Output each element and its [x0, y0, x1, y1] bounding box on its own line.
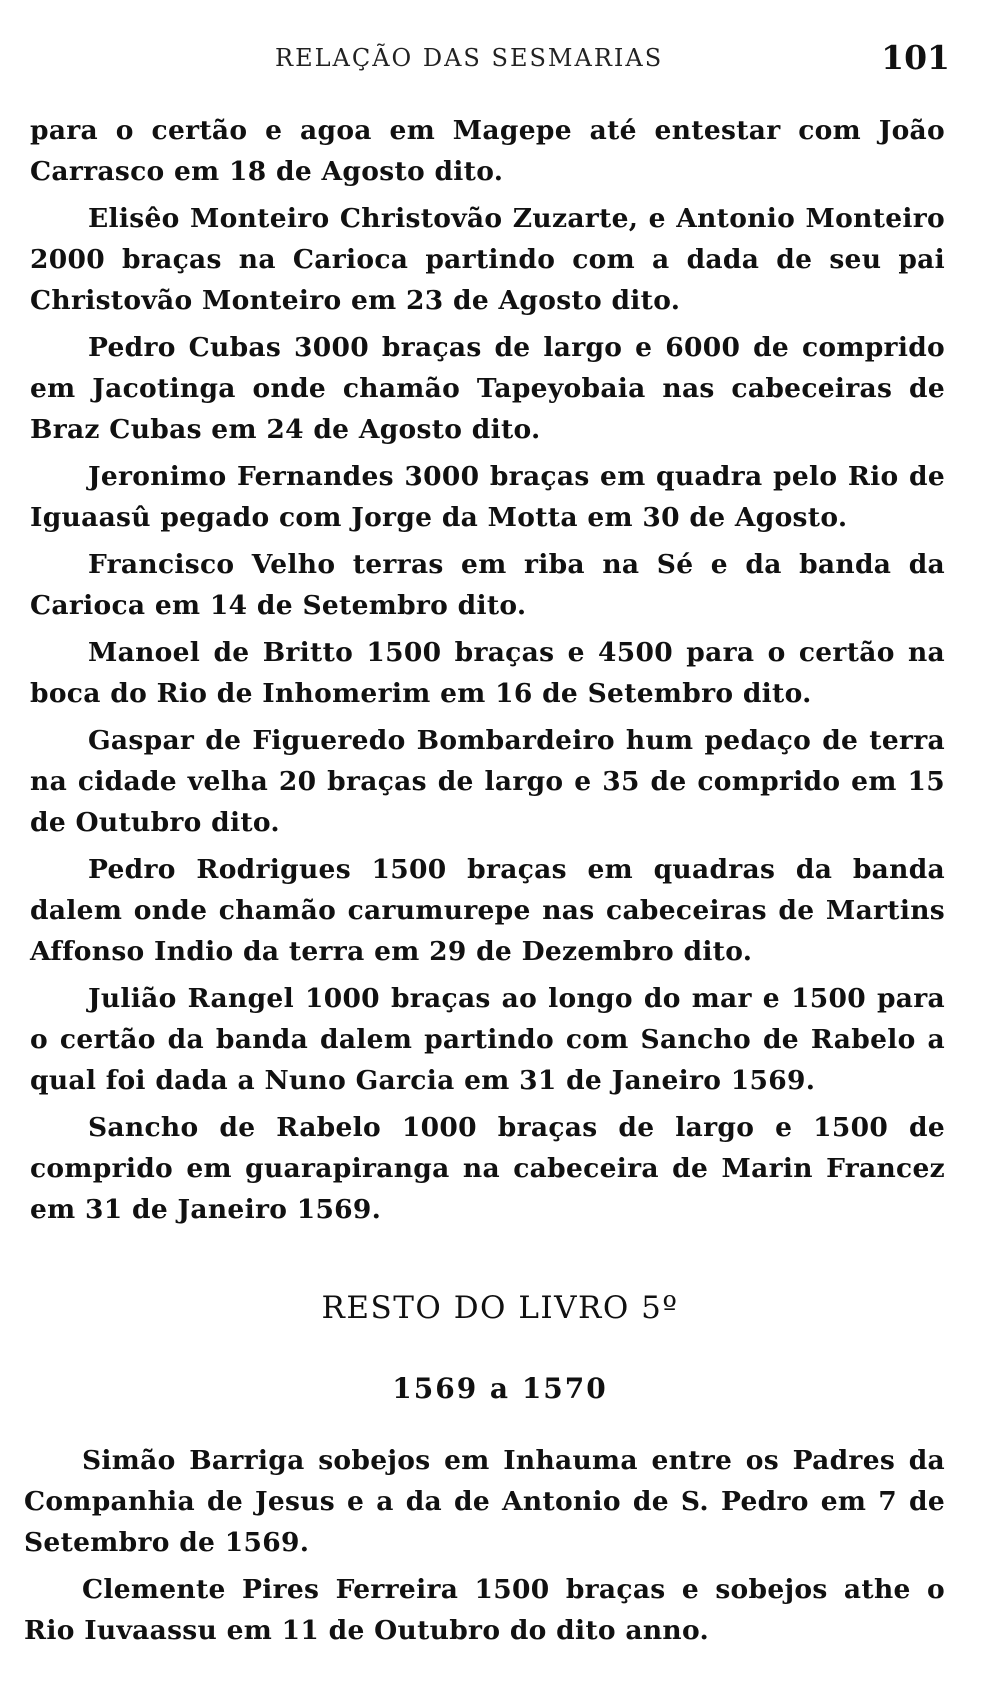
running-title: RELAÇÃO DAS SESMARIAS	[275, 44, 664, 72]
body-text-section	[24, 1440, 945, 1657]
entry-paragraph: Manoel de Britto 1500 braças e 4500 para o certão na boca do Rio de Inhomerim em 16 de Setembro dito.	[30, 637, 945, 709]
running-head	[0, 38, 1000, 78]
body-text	[30, 110, 945, 1236]
entry-paragraph: Simão Barriga sobejos em Inhauma entre os Padres da Companhia de Jesus e a da de Antonio de S. Pedro em 7 de Setembro de 1569.	[24, 1445, 945, 1558]
section-dates: 1569 a 1570	[392, 1372, 608, 1405]
entry-paragraph: Pedro Cubas 3000 braças de largo e 6000 de comprido em Jacotinga onde chamão Tapeyobaia nas cabeceiras de Braz Cubas em 24 de Agosto dito.	[30, 332, 945, 445]
page-number: 101	[881, 38, 950, 77]
entry-paragraph: Sancho de Rabelo 1000 braças de largo e 1500 de comprido em guarapiranga na cabeceira de Marin Francez em 31 de Janeiro 1569.	[30, 1112, 945, 1225]
section-title: RESTO DO LIVRO 5º	[321, 1290, 679, 1326]
entry-paragraph: para o certão e agoa em Magepe até entestar com João Carrasco em 18 de Agosto dito.	[30, 115, 945, 187]
entry-paragraph: Elisêo Monteiro Christovão Zuzarte, e Antonio Monteiro 2000 braças na Carioca partindo com a dada de seu pai Christovão Monteiro em 23 de Agosto dito.	[30, 203, 945, 316]
entry-paragraph: Gaspar de Figueredo Bombardeiro hum pedaço de terra na cidade velha 20 braças de largo e 35 de comprido em 15 de Outubro dito.	[30, 725, 945, 838]
entry-paragraph: Clemente Pires Ferreira 1500 braças e sobejos athe o Rio Iuvaassu em 11 de Outubro do dito anno.	[24, 1574, 945, 1646]
entry-paragraph: Francisco Velho terras em riba na Sé e da banda da Carioca em 14 de Setembro dito.	[30, 549, 945, 621]
entry-paragraph: Julião Rangel 1000 braças ao longo do mar e 1500 para o certão da banda dalem partindo com Sancho de Rabelo a qual foi dada a Nuno Garcia em 31 de Janeiro 1569.	[30, 983, 945, 1096]
entry-paragraph: Pedro Rodrigues 1500 braças em quadras da banda dalem onde chamão carumurepe nas cabeceiras de Martins Affonso Indio da terra em 29 de Dezembro dito.	[30, 854, 945, 967]
entry-paragraph: Jeronimo Fernandes 3000 braças em quadra pelo Rio de Iguaasû pegado com Jorge da Motta em 30 de Agosto.	[30, 461, 945, 533]
